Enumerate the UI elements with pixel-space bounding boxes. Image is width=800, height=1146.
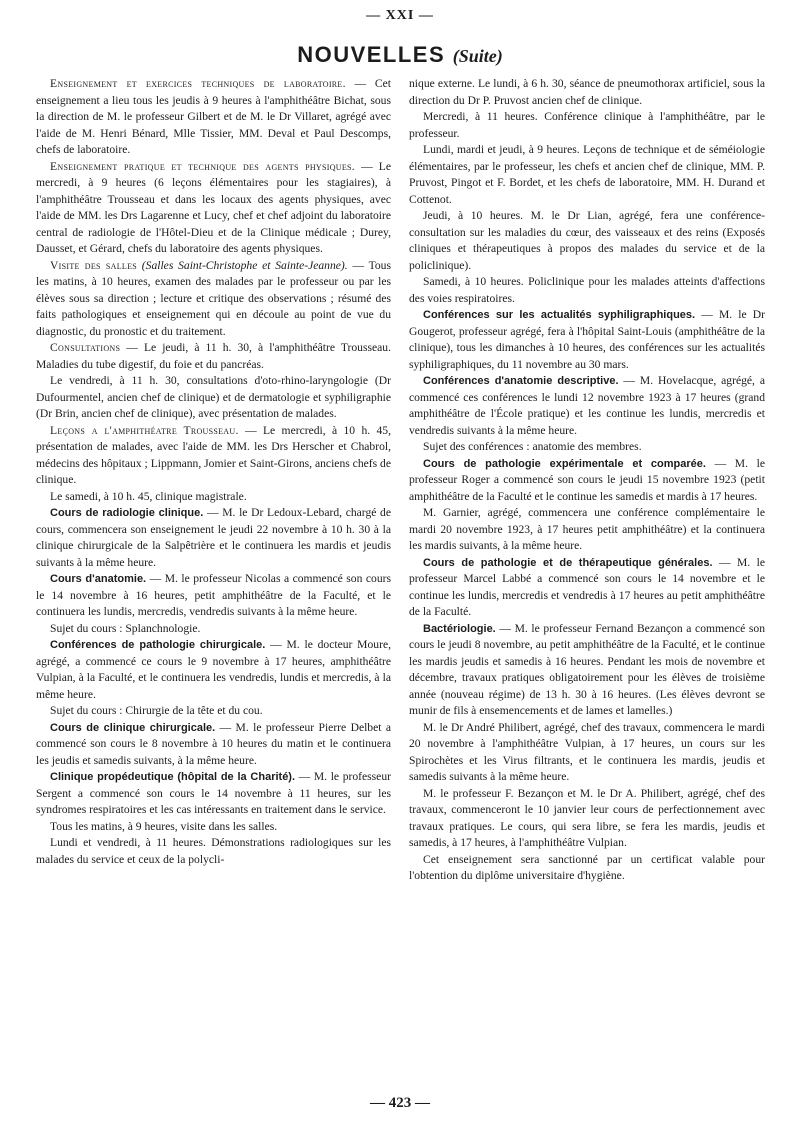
paragraph-heading: Cours de radiologie clinique.: [50, 507, 204, 519]
paragraph: [409, 786, 765, 852]
paragraph-heading: Visite des salles: [50, 258, 138, 272]
paragraph-heading: Conférences sur les actualités syphiligraphiques.: [423, 309, 696, 321]
paragraph-body: Jeudi, à 10 heures. M. le Dr Lian, agrégé, fera une conférence-consultation sur les maladies du cœur, des vaisseaux et des reins (Exposés cliniques et thérapeutiques à propos des malades du service et de la policlinique).: [409, 209, 765, 272]
paragraph: [409, 852, 765, 885]
paragraph: [36, 637, 391, 703]
paragraph: [409, 109, 765, 142]
paragraph: [409, 720, 765, 786]
paragraph-heading: Enseignement et exercices techniques de laboratoire.: [50, 77, 346, 90]
paragraph: [409, 621, 765, 720]
page-roman-numeral: — XXI —: [366, 8, 434, 23]
paragraph-body: M. le professeur F. Bezançon et M. le Dr A. Philibert, agrégé, chef des travaux, commenceront le 10 janvier leur cours de perfectionnement avec travaux pratiques. Le cours, qui sera libre, se fera les mardis, jeudis et samedis, à 17 heures, à l'amphithéâtre Vulpian.: [409, 786, 765, 849]
paragraph-body: — M. le professeur Pierre Delbet a commencé son cours le 8 novembre à 10 heures du matin et le continuera les jeudis et samedis suivants, à la même heure.: [36, 720, 391, 767]
paragraph: [409, 307, 765, 373]
page-title: [0, 42, 800, 68]
paragraph: [409, 373, 765, 439]
paragraph: [36, 373, 391, 423]
paragraph-body: Samedi, à 10 heures. Policlinique pour les malades atteints d'affections des voies respiratoires.: [409, 275, 765, 305]
paragraph: [409, 76, 765, 109]
paragraph-body: — M. Hovelacque, agrégé, a commencé ces conférences le lundi 12 novembre 1923 à 17 heures (grand amphithéâtre de l'École pratique) et les continue les lundis, mercredis et vendredis suivants à la même heure.: [409, 374, 765, 437]
paragraph-body: — M. le professeur Roger a commencé son cours le jeudi 15 novembre 1923 (petit amphithéâtre de la Faculté et le continue les samedis et mardis à 17 heures.: [409, 456, 765, 503]
paragraph: [36, 571, 391, 621]
paragraph-body: Cet enseignement sera sanctionné par un certificat valable pour l'obtention du diplôme universitaire d'hygiène.: [409, 852, 765, 882]
paragraph-body: Tous les matins, à 9 heures, visite dans les salles.: [50, 819, 278, 833]
paragraph: [36, 505, 391, 571]
paragraph-heading: Cours de clinique chirurgicale.: [50, 721, 216, 734]
paragraph-heading: Cours de pathologie expérimentale et comparée.: [423, 457, 706, 470]
paragraph-body: — Le jeudi, à 11 h. 30, à l'amphithéâtre Trousseau. Maladies du tube digestif, du foie et du pancréas.: [36, 341, 391, 371]
paragraph: [36, 76, 391, 159]
paragraph: [36, 159, 391, 258]
paragraph: [36, 703, 391, 720]
paragraph-body: Le vendredi, à 11 h. 30, consultations d'oto-rhino-laryngologie (Dr Dufourmentel, ancien chef de clinique) et de dermatologie et syphiligraphie (Dr Brin, ancien chef de clinique), avec présentation de malades.: [36, 374, 391, 420]
paragraph: [36, 340, 391, 373]
title-text: NOUVELLES: [297, 42, 446, 67]
paragraph-body: — Le mercredi, à 10 h. 45, présentation de malades, avec l'aide de MM. les Drs Herscher et Chabrol, médecins des hôpitaux ; Lippmann, Jomier et Saint-Girons, anciens chefs de clinique.: [36, 423, 391, 486]
paragraph-heading: Leçons a l'amphithéatre Trousseau.: [50, 423, 239, 437]
paragraph: [36, 835, 391, 868]
paragraph: [409, 505, 765, 555]
paragraph: [409, 439, 765, 456]
paragraph-heading: Conférences d'anatomie descriptive.: [423, 375, 619, 387]
paragraph-heading: Cours de pathologie et de thérapeutique générales.: [423, 556, 713, 569]
right-column: [409, 76, 765, 885]
paragraph: [36, 489, 391, 506]
paragraph-body: M. le Dr André Philibert, agrégé, chef des travaux, commencera le mardi 20 novembre à l'amphithéâtre Vulpian, à 17 heures, un cours sur les Spirochètes et les Virus filtrants, et le continuera les mardis, jeudis et samedis suivants à la même heure.: [409, 720, 765, 783]
paragraph-body: Sujet du cours : Splanchnologie.: [50, 621, 201, 635]
paragraph-heading: Cours d'anatomie.: [50, 573, 147, 585]
paragraph-body: Sujet des conférences : anatomie des membres.: [423, 440, 642, 453]
paragraph-body: — M. le professeur Sergent a commencé son cours le 14 novembre à 11 heures, sur les syndromes respiratoires et les cas intéressants en traitement dans le service.: [36, 770, 391, 816]
paragraph: [36, 258, 391, 341]
paragraph-body: — M. le docteur Moure, agrégé, a commencé ce cours le 9 novembre à 17 heures, amphithéâtre Vulpian, à la Faculté, et le continuera les vendredis, lundis et mercredis, à la même heure.: [36, 638, 391, 701]
paragraph-heading-extra: (Salles Saint-Christophe et Sainte-Jeanne).: [137, 258, 348, 272]
title-suffix: (Suite): [452, 46, 503, 66]
paragraph-heading: Conférences de pathologie chirurgicale.: [50, 639, 266, 651]
paragraph: [409, 142, 765, 208]
paragraph-body: — M. le professeur Nicolas a commencé son cours le 14 novembre à 16 heures, petit amphithéâtre de la Faculté, et le continuera les lundis, mercredis, vendredis suivants à la même heure.: [36, 572, 391, 618]
paragraph-body: — M. le Dr Ledoux-Lebard, chargé de cours, commencera son enseignement le jeudi 22 novembre à 10 h. 30 à la clinique chirurgicale de la Salpêtrière et le continuera les mardis et jeudis suivants à la même heure.: [36, 506, 391, 569]
paragraph-body: Sujet du cours : Chirurgie de la tête et du cou.: [50, 704, 263, 717]
paragraph-body: — M. le Dr Gougerot, professeur agrégé, fera à l'hôpital Saint-Louis (amphithéâtre de la clinique), tous les dimanches à 10 heures, des conférences sur les actualités syphiligraphiques, du 11 novembre au 30 mars.: [409, 308, 766, 371]
paragraph-body: — M. le professeur Fernand Bezançon a commencé son cours le jeudi 8 novembre, au petit amphithéâtre de la Faculté, et le continue les mardis jeudis et samedis à 16 heures. Pendant les mois de novembre et décembre, travaux pratiques obligatoirement pour les élèves de troisième année (nouveau régime) de 13 h. 30 à 16 heures. (Les élèves devront se munir de fils à ensemencements et de lames et lamelles.): [409, 621, 765, 717]
paragraph: [409, 555, 765, 621]
paragraph-body: Mercredi, à 11 heures. Conférence clinique à l'amphithéâtre, par le professeur.: [409, 110, 765, 140]
paragraph: [36, 769, 391, 819]
paragraph-body: — Cet enseignement a lieu tous les jeudis à 9 heures à l'amphithéâtre Bichat, sous la direction de M. le professeur Gilbert et de M. le Dr Villaret, agrégé avec l'aide de M. Henri Bénard, Mlle Tissier, MM. Deval et Paul Descomps, chefs de laboratoire.: [36, 77, 391, 156]
paragraph: [36, 720, 391, 770]
paragraph-heading: Consultations: [50, 341, 121, 354]
paragraph-body: — Tous les matins, à 10 heures, examen des malades par le professeur ou par les élèves sous sa direction ; lecture et critique des observations ; résumé des faits pathologiques et enseignement qui en découle au point de vue du diagnostic, du pronostic et du traitement.: [36, 258, 391, 338]
left-column: [36, 76, 391, 868]
paragraph-heading: Bactériologie.: [423, 622, 496, 635]
paragraph-body: M. Garnier, agrégé, commencera une conférence complémentaire le mardi 20 novembre 1923, à 17 heures petit amphithéâtre) et la continuera les mardis suivants, à la même heure.: [409, 506, 765, 552]
paragraph-heading: Enseignement pratique et technique des agents physiques.: [50, 159, 356, 173]
paragraph-body: — Le mercredi, à 9 heures (6 leçons élémentaires pour les stagiaires), à l'amphithéâtre Trousseau et dans les locaux des agents physiques, avec l'aide de MM. les Drs Lagarenne et Lucy, chef et chef adjoint du laboratoire central de radiologie de l'Hôtel-Dieu et de la Clinique médicale ; Durey, Dausset, et Gérard, chefs du laboratoire des agents physiques.: [36, 159, 391, 255]
paragraph: [409, 274, 765, 307]
paragraph: [36, 423, 391, 489]
paragraph-body: — M. le professeur Marcel Labbé a commencé son cours le 14 novembre et le continue les lundis, mercredis et vendredis à 17 heures au petit amphithéâtre de la Faculté.: [409, 555, 765, 618]
paragraph-body: Le samedi, à 10 h. 45, clinique magistrale.: [50, 489, 247, 503]
paragraph-body: Lundi, mardi et jeudi, à 9 heures. Leçons de technique et de séméiologie élémentaires, par le professeur, les chefs et ancien chef de clinique, MM. P. Pruvost, Pingot et F. Bordet, et les chefs de laboratoire, MM. H. Durand et Cottenot.: [409, 143, 765, 206]
paragraph-body: Lundi et vendredi, à 11 heures. Démonstrations radiologiques sur les malades du service et ceux de la polycli-: [36, 836, 391, 866]
paragraph: [409, 208, 765, 274]
paragraph: [409, 456, 765, 506]
paragraph-heading: Clinique propédeutique (hôpital de la Charité).: [50, 771, 296, 783]
paragraph-body: nique externe. Le lundi, à 6 h. 30, séance de pneumothorax artificiel, sous la direction du Dr P. Pruvost ancien chef de clinique.: [409, 77, 765, 107]
page-number: — 423 —: [370, 1095, 430, 1111]
paragraph: [36, 819, 391, 836]
paragraph: [36, 621, 391, 638]
